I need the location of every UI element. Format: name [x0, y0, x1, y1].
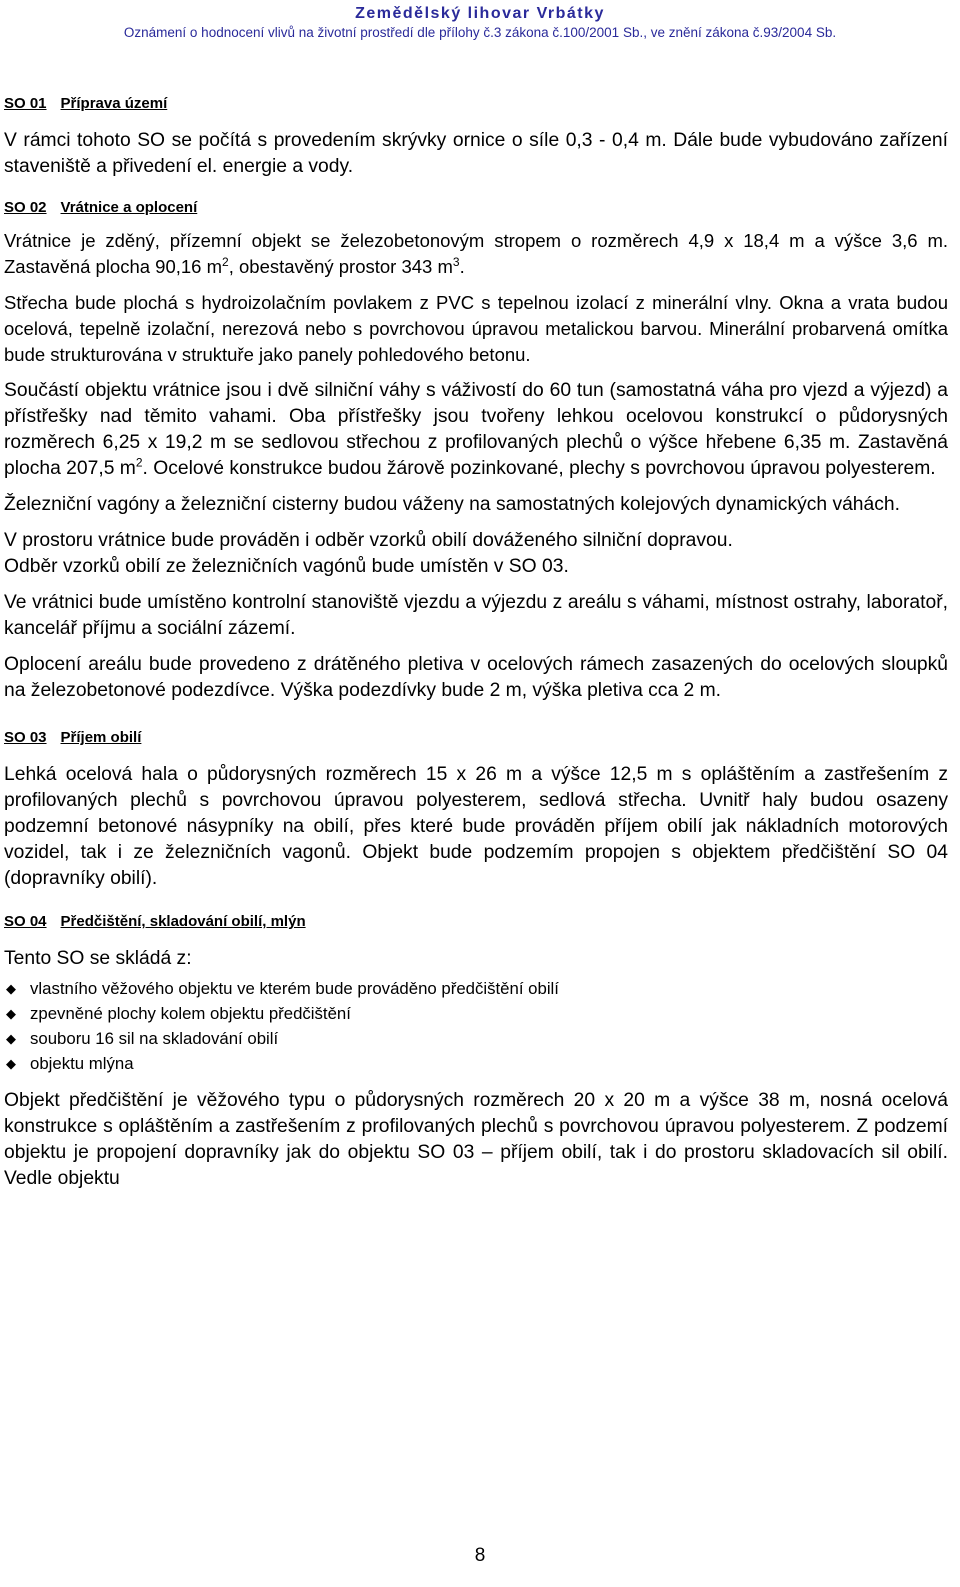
paragraph-text: Součástí objektu vrátnice jsou i dvě silniční váhy s váživostí do 60 tun (samostatná váha pro vjezd a výjezd) a přístřešky nad těmito vahami. Oba přístřešky jsou tvořeny lehkou ocelovou konstrukcí o půdorysných rozměrech 6,25 x 19,2 m se sedlovou střechou z profilovaných plechů o výšce hřebene 6,35 m. Zastavěná plocha 207,5 m: [4, 380, 948, 479]
paragraph: Lehká ocelová hala o půdorysných rozměrech 15 x 26 m a výšce 12,5 m s opláštěním a zastřešením z profilovaných plechů s povrchovou úpravou polyesterem, sedlová střecha. Uvnitř haly budou osazeny podzemní betonové násypníky na obilí, přes které bude prováděn příjem obilí jak nákladních motorových vozidel, tak i ze železničních vagonů. Objekt bude podzemím propojen s objektem předčištění SO 04 (dopravníky obilí).: [4, 764, 948, 889]
paragraph: V prostoru vrátnice bude prováděn i odběr vzorků obilí dováženého silniční dopravou.: [4, 530, 733, 551]
section-title: Příjem obilí: [60, 729, 142, 746]
paragraph-text: , obestavěný prostor 343 m: [228, 256, 453, 277]
list-item: [4, 1026, 948, 1051]
page-number: 8: [474, 1545, 486, 1566]
section-heading-so03: [4, 728, 948, 748]
superscript: 2: [135, 455, 143, 470]
section-heading-so01: [4, 94, 948, 114]
list-item: [4, 976, 948, 1001]
header-subtitle: Oznámení o hodnocení vlivů na životní prostředí dle přílohy č.3 zákona č.100/2001 Sb., ve znění zákona č.93/2004 Sb.: [123, 25, 837, 40]
section-heading-so02: [4, 198, 948, 218]
diamond-bullet-icon: ◆: [6, 1006, 16, 1021]
paragraph: [4, 378, 948, 482]
section-number: SO 04: [4, 913, 47, 930]
paragraph: Oplocení areálu bude provedeno z drátěného pletiva v ocelových rámech zasazených do ocelových sloupků na železobetonové podezdívce. Výška podezdívky bude 2 m, výška pletiva cca 2 m.: [4, 654, 948, 701]
list-item-text: objektu mlýna: [30, 1054, 134, 1073]
paragraph: Ve vrátnici bude umístěno kontrolní stanoviště vjezdu a výjezdu z areálu s váhami, místnost ostrahy, laboratoř, kancelář příjmu a sociální zázemí.: [4, 592, 948, 639]
paragraph: Objekt předčištění je věžového typu o půdorysných rozměrech 20 x 20 m a výšce 38 m, nosná ocelová konstrukce s opláštěním a zastřešením z profilovaných plechů s povrchovou úpravou polyesterem. Z podzemí objektu je propojení dopravníky jak do objektu SO 03 – příjem obilí, tak i do prostoru skladovacích sil obilí. Vedle objektu: [4, 1090, 948, 1189]
diamond-bullet-icon: ◆: [6, 1031, 16, 1046]
paragraph: V rámci tohoto SO se počítá s provedením skrývky ornice o síle 0,3 - 0,4 m. Dále bude vybudováno zařízení staveniště a přivedení el. energie a vody.: [4, 130, 948, 177]
section-heading-so04: [4, 912, 948, 932]
paragraph-text: Vrátnice je zděný, přízemní objekt se železobetonovým stropem o rozměrech 4,9 x 18,4 m a výšce 3,6 m. Zastavěná plocha 90,16 m: [4, 230, 948, 277]
section-title: Vrátnice a oplocení: [60, 199, 198, 216]
paragraph: Železniční vagóny a železniční cisterny budou váženy na samostatných kolejových dynamických váhách.: [4, 494, 900, 515]
paragraph-text: . Ocelové konstrukce budou žárově pozinkované, plechy s povrchovou úpravou polyesterem.: [142, 458, 936, 479]
section-number: SO 03: [4, 729, 47, 746]
diamond-bullet-icon: ◆: [6, 1056, 16, 1071]
section-title: Příprava území: [60, 95, 168, 112]
section-title: Předčištění, skladování obilí, mlýn: [60, 913, 306, 930]
document-body: [4, 94, 948, 1192]
section-number: SO 02: [4, 199, 47, 216]
paragraph: [4, 228, 948, 280]
page-header: [0, 4, 960, 42]
paragraph-text: .: [459, 256, 465, 277]
paragraph: Střecha bude plochá s hydroizolačním povlakem z PVC s tepelnou izolací z minerální vlny. Okna a vrata budou ocelová, tepelně izolační, nerezová nebo s povrchovou úpravou metalickou barvou. Minerální probarvená omítka bude strukturována v struktuře jako panely pohledového betonu.: [4, 292, 948, 365]
list-item-text: zpevněné plochy kolem objektu předčištění: [30, 1004, 351, 1023]
superscript: 3: [452, 254, 460, 269]
list-item-text: souboru 16 sil na skladování obilí: [30, 1029, 279, 1048]
list-item: [4, 1051, 948, 1076]
paragraph: Odběr vzorků obilí ze železničních vagónů bude umístěn v SO 03.: [4, 556, 569, 577]
list-item-text: vlastního věžového objektu ve kterém bude prováděno předčištění obilí: [30, 979, 559, 998]
section-number: SO 01: [4, 95, 47, 112]
list-item: [4, 1001, 948, 1026]
paragraph: Tento SO se skládá z:: [4, 948, 192, 969]
bullet-list: [4, 976, 948, 1076]
diamond-bullet-icon: ◆: [6, 981, 16, 996]
superscript: 2: [222, 254, 229, 269]
header-title: Zemědělský lihovar Vrbátky: [355, 5, 605, 22]
